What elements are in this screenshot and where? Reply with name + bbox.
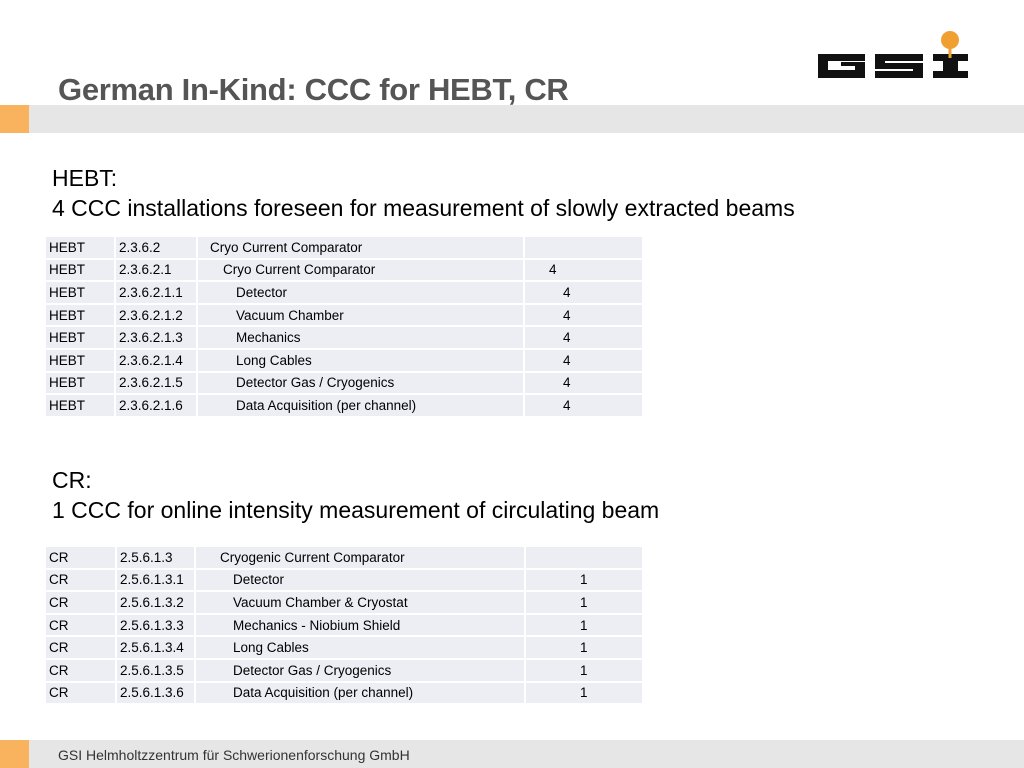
page-title: German In-Kind: CCC for HEBT, CR: [58, 72, 569, 107]
row-quantity-cell: 4: [525, 282, 642, 303]
row-item-cell: Detector Gas / Cryogenics: [196, 660, 524, 681]
table-row: [46, 373, 642, 394]
gsi-logo: [817, 30, 969, 80]
table-row: [46, 350, 642, 371]
row-quantity-cell: 1: [526, 683, 642, 704]
row-code-cell: 2.3.6.2: [116, 237, 196, 258]
table-row: [46, 282, 642, 303]
table-row: [46, 237, 642, 258]
row-quantity-cell: 1: [526, 660, 642, 681]
cr-heading-label: CR:: [52, 467, 92, 493]
row-quantity-cell: 4: [525, 260, 642, 281]
header-accent-block: [0, 105, 29, 133]
row-area-cell: CR: [46, 547, 115, 568]
logo-letter-g: [818, 54, 865, 78]
row-item-cell: Long Cables: [196, 637, 524, 658]
table-row: [46, 570, 642, 591]
row-area-cell: CR: [46, 615, 115, 636]
table-row: [46, 592, 642, 613]
row-area-cell: HEBT: [46, 373, 114, 394]
row-area-cell: HEBT: [46, 237, 114, 258]
row-item-cell: Detector Gas / Cryogenics: [198, 373, 523, 394]
table-row: [46, 395, 642, 416]
hebt-heading-description: 4 CCC installations foreseen for measurement of slowly extracted beams: [52, 195, 795, 221]
row-area-cell: CR: [46, 592, 115, 613]
row-item-cell: Mechanics - Niobium Shield: [196, 615, 524, 636]
row-quantity-cell: 1: [526, 570, 642, 591]
row-item-cell: Cryo Current Comparator: [198, 260, 523, 281]
hebt-heading: [52, 163, 795, 223]
row-quantity-cell: 4: [525, 395, 642, 416]
table-row: [46, 683, 642, 704]
row-code-cell: 2.5.6.1.3.3: [117, 615, 194, 636]
row-code-cell: 2.5.6.1.3.5: [117, 660, 194, 681]
row-area-cell: HEBT: [46, 260, 114, 281]
row-item-cell: Detector: [196, 570, 524, 591]
row-quantity-cell: 4: [525, 350, 642, 371]
table-row: [46, 260, 642, 281]
row-code-cell: 2.5.6.1.3.4: [117, 637, 194, 658]
table-row: [46, 327, 642, 348]
row-area-cell: CR: [46, 570, 115, 591]
hebt-table: [44, 235, 644, 418]
row-quantity-cell: 4: [525, 305, 642, 326]
table-row: [46, 615, 642, 636]
cr-table: [44, 545, 644, 705]
row-item-cell: Cryo Current Comparator: [198, 237, 523, 258]
row-item-cell: Vacuum Chamber & Cryostat: [196, 592, 524, 613]
row-item-cell: Cryogenic Current Comparator: [196, 547, 524, 568]
row-quantity-cell: 4: [525, 327, 642, 348]
footer-text: GSI Helmholtzzentrum für Schwerionenforschung GmbH: [58, 747, 410, 763]
logo-accent-dot: [941, 31, 959, 49]
row-area-cell: HEBT: [46, 350, 114, 371]
row-code-cell: 2.3.6.2.1.6: [116, 395, 196, 416]
row-item-cell: Data Acquisition (per channel): [196, 683, 524, 704]
table-row: [46, 305, 642, 326]
row-code-cell: 2.5.6.1.3.6: [117, 683, 194, 704]
row-item-cell: Detector: [198, 282, 523, 303]
row-code-cell: 2.3.6.2.1.5: [116, 373, 196, 394]
header-bar: [29, 105, 1024, 133]
row-area-cell: CR: [46, 660, 115, 681]
row-code-cell: 2.3.6.2.1.4: [116, 350, 196, 371]
row-code-cell: 2.3.6.2.1.1: [116, 282, 196, 303]
row-quantity-cell: 1: [526, 637, 642, 658]
row-area-cell: CR: [46, 637, 115, 658]
cr-heading: [52, 465, 659, 525]
table-row: [46, 660, 642, 681]
row-quantity-cell: 4: [525, 373, 642, 394]
row-code-cell: 2.3.6.2.1.3: [116, 327, 196, 348]
cr-heading-description: 1 CCC for online intensity measurement of circulating beam: [52, 497, 660, 523]
row-quantity-cell: 1: [526, 615, 642, 636]
row-code-cell: 2.5.6.1.3.2: [117, 592, 194, 613]
logo-letter-s: [875, 54, 923, 78]
row-code-cell: 2.3.6.2.1.2: [116, 305, 196, 326]
row-area-cell: HEBT: [46, 305, 114, 326]
table-row: [46, 637, 642, 658]
row-quantity-cell: [526, 547, 642, 568]
hebt-heading-label: HEBT:: [52, 165, 118, 191]
row-quantity-cell: 1: [526, 592, 642, 613]
row-quantity-cell: [525, 237, 642, 258]
row-area-cell: CR: [46, 683, 115, 704]
row-code-cell: 2.3.6.2.1: [116, 260, 196, 281]
table-row: [46, 547, 642, 568]
row-item-cell: Vacuum Chamber: [198, 305, 523, 326]
row-area-cell: HEBT: [46, 327, 114, 348]
row-item-cell: Long Cables: [198, 350, 523, 371]
row-item-cell: Mechanics: [198, 327, 523, 348]
row-code-cell: 2.5.6.1.3: [117, 547, 194, 568]
row-item-cell: Data Acquisition (per channel): [198, 395, 523, 416]
row-code-cell: 2.5.6.1.3.1: [117, 570, 194, 591]
row-area-cell: HEBT: [46, 282, 114, 303]
footer-accent-block: [0, 740, 29, 768]
row-area-cell: HEBT: [46, 395, 114, 416]
